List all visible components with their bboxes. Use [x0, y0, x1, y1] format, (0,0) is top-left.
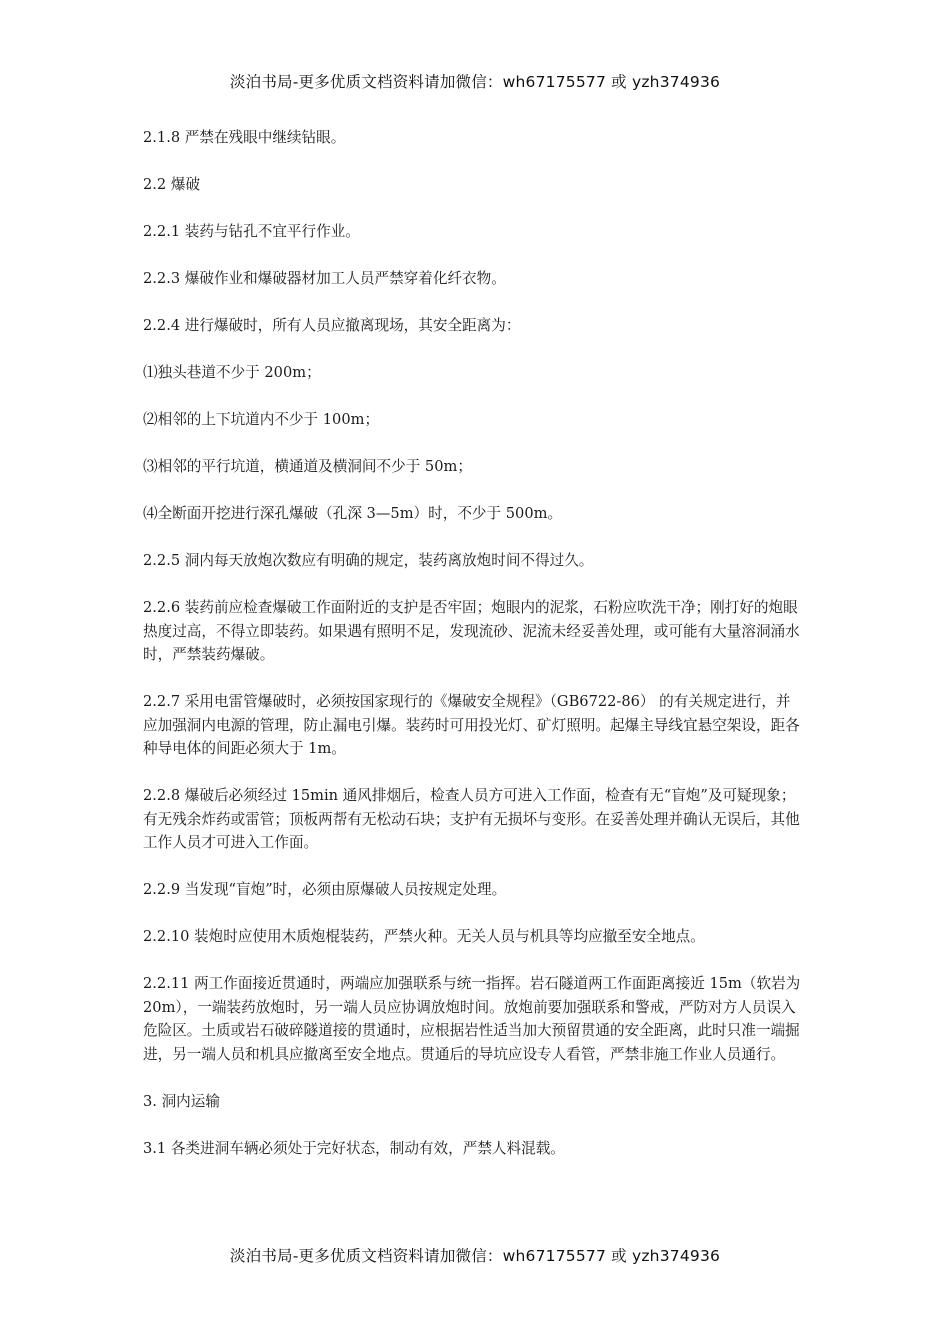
- document-body: [143, 126, 803, 1184]
- page-header-watermark: 淡泊书局-更多优质文档资料请加微信：wh67175577 或 yzh374936: [229, 73, 721, 91]
- list-item-4: ⑷全断面开挖进行深孔爆破（孔深 3—5m）时，不少于 500m。: [143, 505, 563, 522]
- paragraph-2-2-9: 2.2.9 当发现“盲炮”时，必须由原爆破人员按规定处理。: [143, 881, 507, 898]
- section-heading-2-2: 2.2 爆破: [143, 176, 201, 193]
- paragraph-2-2-5: 2.2.5 洞内每天放炮次数应有明确的规定，装药离放炮时间不得过久。: [143, 552, 594, 569]
- paragraph-2-2-7: 2.2.7 采用电雷管爆破时，必须按国家现行的《爆破安全规程》（GB6722-86） 的有关规定进行，并应加强洞内电源的管理，防止漏电引爆。装药时可用投光灯、矿灯照明。起爆主导线宜悬空架设，距各种导电体的间距必须大于 1m。: [143, 693, 800, 757]
- paragraph-2-2-11: 2.2.11 两工作面接近贯通时，两端应加强联系与统一指挥。岩石隧道两工作面距离接近 15m（软岩为 20m），一端装药放炮时，另一端人员应协调放炮时间。放炮前要加强联系和警戒，严防对方人员误入危险区。土质或岩石破碎隧道接的贯通时，应根据岩性适当加大预留贯通的安全距离，此时只准一端掘进，另一端人员和机具应撤离至安全地点。贯通后的导坑应设专人看管，严禁非施工作业人员通行。: [143, 975, 801, 1063]
- paragraph-2-2-8: 2.2.8 爆破后必须经过 15min 通风排烟后，检查人员方可进入工作面，检查有无“盲炮”及可疑现象；有无残余炸药或雷管；顶板两帮有无松动石块；支护有无损坏与变形。在妥善处理并确认无误后，其他工作人员才可进入工作面。: [143, 787, 800, 851]
- paragraph-2-2-10: 2.2.10 装炮时应使用木质炮棍装药，严禁火种。无关人员与机具等均应撤至安全地点。: [143, 928, 705, 945]
- page-footer-watermark: 淡泊书局-更多优质文档资料请加微信：wh67175577 或 yzh374936: [229, 1247, 721, 1265]
- section-heading-3: 3. 洞内运输: [143, 1092, 220, 1110]
- list-item-1: ⑴独头巷道不少于 200m；: [143, 364, 321, 381]
- list-item-3: ⑶相邻的平行坑道，横通道及横洞间不少于 50m；: [143, 458, 472, 475]
- paragraph-3-1: 3.1 各类进洞车辆必须处于完好状态，制动有效，严禁人料混载。: [143, 1139, 565, 1157]
- paragraph-2-2-6: 2.2.6 装药前应检查爆破工作面附近的支护是否牢固；炮眼内的泥浆，石粉应吹洗干净；刚打好的炮眼热度过高，不得立即装药。如果遇有照明不足，发现流砂、泥流未经妥善处理，或可能有大量溶洞涌水时，严禁装药爆破。: [143, 599, 800, 663]
- list-item-2: ⑵相邻的上下坑道内不少于 100m；: [143, 411, 380, 428]
- paragraph-2-2-3: 2.2.3 爆破作业和爆破器材加工人员严禁穿着化纤衣物。: [143, 270, 506, 287]
- paragraph-2-2-4: 2.2.4 进行爆破时，所有人员应撤离现场，其安全距离为：: [143, 317, 521, 334]
- paragraph-2-2-1: 2.2.1 装药与钻孔不宜平行作业。: [143, 223, 360, 240]
- paragraph-2-1-8: 2.1.8 严禁在残眼中继续钻眼。: [143, 129, 346, 146]
